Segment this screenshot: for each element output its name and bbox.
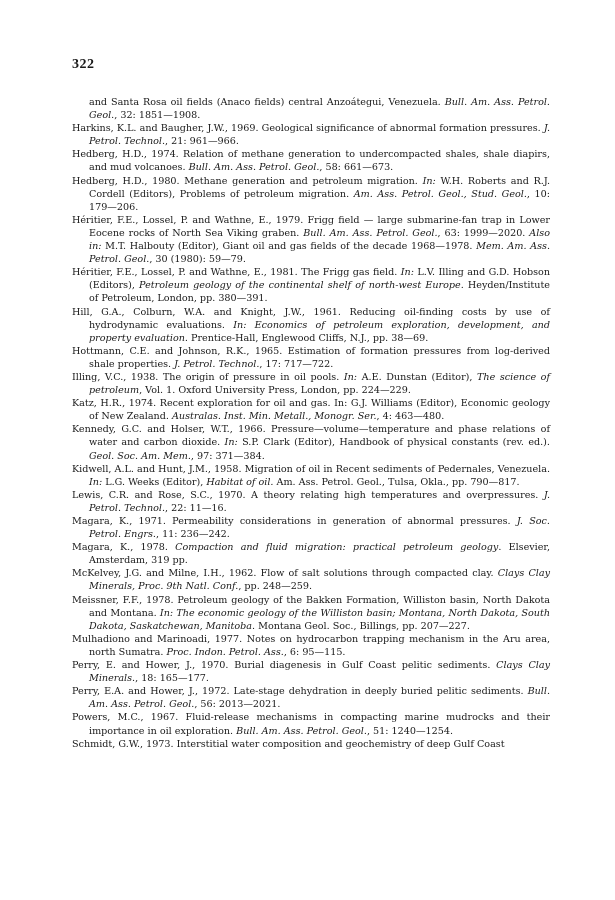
reference-text: , 22: 11—16. bbox=[165, 502, 227, 514]
reference-text: and Santa Rosa oil fields (Anaco fields) central Anzoátegui, Venezuela. bbox=[89, 97, 445, 108]
reference-text: , 56: 2013—2021. bbox=[194, 699, 281, 711]
reference-text: Kidwell, A.L. and Hunt, J.M., 1958. Migration of oil in Recent sediments of Pedernales, Venezuela. bbox=[72, 463, 550, 475]
reference-italic-text: J. Petrol. Technol. bbox=[174, 358, 260, 370]
reference-italic-text: Proc. Indon. Petrol. Ass. bbox=[166, 646, 284, 658]
reference-entry bbox=[72, 659, 550, 685]
reference-text: , pp. 248—259. bbox=[238, 581, 313, 593]
reference-text: M.T. Halbouty (Editor), Giant oil and gas fields of the decade 1968—1978. bbox=[101, 241, 477, 253]
reference-text: Lewis, C.R. and Rose, S.C., 1970. A theory relating high temperatures and overpressures. bbox=[72, 489, 544, 501]
reference-text: , 11: 236—242. bbox=[155, 529, 230, 541]
reference-text: , 30 (1980): 59—79. bbox=[149, 254, 246, 266]
reference-entry bbox=[72, 371, 550, 397]
reference-entry bbox=[72, 96, 550, 122]
reference-entry bbox=[72, 148, 550, 174]
reference-text: Schmidt, G.W., 1973. Interstitial water composition and geochemistry of deep Gulf Coast bbox=[72, 738, 505, 750]
reference-list bbox=[72, 96, 550, 751]
reference-text: Kennedy, G.C. and Holser, W.T., 1966. Pressure—volume—temperature and phase relations of water and carbon dioxide. bbox=[72, 424, 550, 449]
reference-entry bbox=[72, 633, 550, 659]
reference-text: Magara, K., 1978. bbox=[72, 542, 176, 554]
reference-italic-text: Also in: bbox=[89, 227, 550, 253]
reference-text: Hedberg, H.D., 1980. Methane generation and petroleum migration. bbox=[72, 175, 423, 187]
reference-italic-text: In: bbox=[224, 437, 238, 449]
reference-text: , 21: 961—966. bbox=[165, 136, 239, 148]
reference-text: . Prentice-Hall, Englewood Cliffs, N.J., pp. 38—69. bbox=[184, 332, 429, 344]
reference-italic-text: In: bbox=[343, 371, 358, 383]
reference-text: W.H. Roberts and R.J. Cordell (Editors), Problems of petroleum migration. bbox=[89, 175, 550, 200]
reference-text: Hill, G.A., Colburn, W.A. and Knight, J.W., 1961. Reducing oil-finding costs by use of hydrodynamic evaluations. bbox=[72, 306, 550, 331]
reference-text: . Heyden/Institute of Petroleum, London, pp. 380—391. bbox=[89, 280, 550, 305]
reference-italic-text: Compaction and fluid migration: practical petroleum geology bbox=[175, 542, 499, 554]
reference-italic-text: In: bbox=[400, 267, 414, 279]
reference-entry bbox=[72, 515, 550, 541]
reference-text: L.G. Weeks (Editor), bbox=[102, 476, 207, 488]
reference-entry bbox=[72, 397, 550, 423]
reference-italic-text: J. Petrol. Technol. bbox=[89, 489, 550, 514]
reference-entry bbox=[72, 567, 550, 593]
reference-italic-text: Mem. Am. Ass. Petrol. Geol. bbox=[89, 241, 550, 266]
reference-entry bbox=[72, 345, 550, 371]
reference-entry bbox=[72, 306, 550, 345]
reference-entry bbox=[72, 541, 550, 567]
reference-entry bbox=[72, 175, 550, 214]
reference-italic-text: Bull. Am. Ass. Petrol. Geol. bbox=[188, 162, 320, 174]
reference-text: , 17: 717—722. bbox=[259, 358, 334, 370]
reference-entry bbox=[72, 423, 550, 462]
reference-text: Meissner, F.F., 1978. Petroleum geology of the Bakken Formation, Williston basin, North Dakota and Montana. bbox=[72, 594, 550, 619]
reference-entry bbox=[72, 711, 550, 737]
reference-italic-text: J. Petrol. Technol. bbox=[89, 123, 550, 148]
reference-text: , 58: 661—673. bbox=[319, 162, 394, 174]
reference-text: , 10: 179—206. bbox=[89, 188, 550, 213]
reference-italic-text: Australas. Inst. Min. Metall., Monogr. Ser. bbox=[171, 411, 377, 423]
reference-text: L.V. Illing and G.D. Hobson (Editors), bbox=[89, 267, 550, 292]
reference-text: . Elsevier, Amsterdam, 319 pp. bbox=[89, 542, 550, 567]
reference-entry bbox=[72, 122, 550, 148]
reference-text: , Vol. 1. Oxford University Press, London, pp. 224—229. bbox=[139, 385, 411, 397]
reference-text: Illing, V.C., 1938. The origin of pressure in oil pools. bbox=[72, 371, 344, 383]
reference-entry bbox=[72, 463, 550, 489]
reference-italic-text: Clays Clay Minerals, Proc. 9th Natl. Conf. bbox=[89, 568, 550, 593]
reference-text: , 97: 371—384. bbox=[190, 450, 265, 462]
reference-entry bbox=[72, 738, 550, 751]
reference-text: , 6: 95—115. bbox=[283, 646, 346, 658]
reference-text: , 4: 463—480. bbox=[376, 411, 445, 423]
page-number: 322 bbox=[72, 57, 95, 72]
reference-italic-text: Bull. Am. Ass. Petrol. Geol. bbox=[89, 686, 550, 711]
reference-entry bbox=[72, 594, 550, 633]
reference-text: , 32: 1851—1908. bbox=[114, 110, 201, 122]
reference-italic-text: Bull. Am. Ass. Petrol. Geol. bbox=[303, 227, 438, 239]
reference-entry bbox=[72, 685, 550, 711]
reference-text: S.P. Clark (Editor), Handbook of physical constants (rev. ed.). bbox=[237, 437, 550, 449]
reference-italic-text: Bull. Am. Ass. Petrol. Geol. bbox=[236, 725, 367, 737]
reference-text: Mulhadiono and Marinoadi, 1977. Notes on hydrocarbon trapping mechanism in the Aru area, north Sumatra. bbox=[72, 633, 550, 658]
reference-italic-text: Geol. Soc. Am. Mem. bbox=[89, 450, 191, 462]
reference-text: Harkins, K.L. and Baugher, J.W., 1969. Geological significance of abnormal formation pressures. bbox=[72, 123, 544, 135]
reference-text: Hottmann, C.E. and Johnson, R.K., 1965. Estimation of formation pressures from log-derived shale properties. bbox=[72, 345, 550, 370]
reference-italic-text: Am. Ass. Petrol. Geol., Stud. Geol. bbox=[353, 188, 527, 200]
reference-italic-text: The science of petroleum bbox=[89, 371, 551, 397]
reference-italic-text: J. Soc. Petrol. Engrs. bbox=[89, 516, 550, 541]
reference-text: . Montana Geol. Soc., Billings, pp. 207—227. bbox=[252, 620, 470, 632]
reference-text: Héritier, F.E., Lossel, P. and Wathne, E., 1981. The Frigg gas field. bbox=[72, 267, 401, 279]
reference-text: , 18: 165—177. bbox=[135, 673, 209, 685]
reference-text: , 63: 1999—2020. bbox=[437, 227, 530, 239]
reference-entry bbox=[72, 266, 550, 305]
reference-text: Powers, M.C., 1967. Fluid-release mechanisms in compacting marine mudrocks and their importance in oil exploration. bbox=[72, 712, 550, 737]
reference-italic-text: Bull. Am. Ass. Petrol. Geol. bbox=[89, 97, 550, 122]
reference-text: A.E. Dunstan (Editor), bbox=[357, 371, 478, 383]
reference-text: Am. Ass. Petrol. Geol., Tulsa, Okla., pp. 790—817. bbox=[273, 476, 520, 488]
reference-text: Magara, K., 1971. Permeability considerations in generation of abnormal pressures. bbox=[72, 516, 517, 527]
reference-entry bbox=[72, 214, 550, 266]
reference-text: Perry, E. and Hower, J., 1970. Burial diagenesis in Gulf Coast pelitic sediments. bbox=[72, 660, 497, 672]
reference-entry bbox=[72, 489, 550, 515]
reference-text: Katz, H.R., 1974. Recent exploration for oil and gas. In: G.J. Williams (Editor), Economic geology of New Zealand. bbox=[72, 398, 550, 423]
reference-text: Héritier, F.E., Lossel, P. and Wathne, E., 1979. Frigg field — large submarine-fan trap in Lower Eocene rocks of North Sea Viking graben. bbox=[72, 214, 550, 239]
reference-text: Hedberg, H.D., 1974. Relation of methane generation to undercompacted shales, shale diapirs, and mud volcanoes. bbox=[72, 149, 550, 174]
reference-italic-text: Petroleum geology of the continental shelf of north-west Europe bbox=[139, 280, 461, 292]
reference-italic-text: Clays Clay Minerals. bbox=[89, 660, 550, 685]
reference-text: Perry, E.A. and Hower, J., 1972. Late-stage dehydration in deeply buried pelitic sediments. bbox=[72, 686, 528, 698]
reference-italic-text: In: Economics of petroleum exploration, development, and property evaluation bbox=[89, 319, 550, 344]
reference-italic-text: In: bbox=[422, 175, 436, 187]
reference-italic-text: Habitat of oil. bbox=[206, 476, 274, 488]
reference-italic-text: In: The economic geology of the Williston basin; Montana, North Dakota, South Dakota, Saskatchewan, Manitoba bbox=[89, 607, 550, 632]
reference-text: , 51: 1240—1254. bbox=[366, 725, 454, 737]
reference-text: McKelvey, J.G. and Milne, I.H., 1962. Flow of salt solutions through compacted clay. bbox=[72, 568, 498, 580]
reference-italic-text: In: bbox=[89, 476, 103, 488]
